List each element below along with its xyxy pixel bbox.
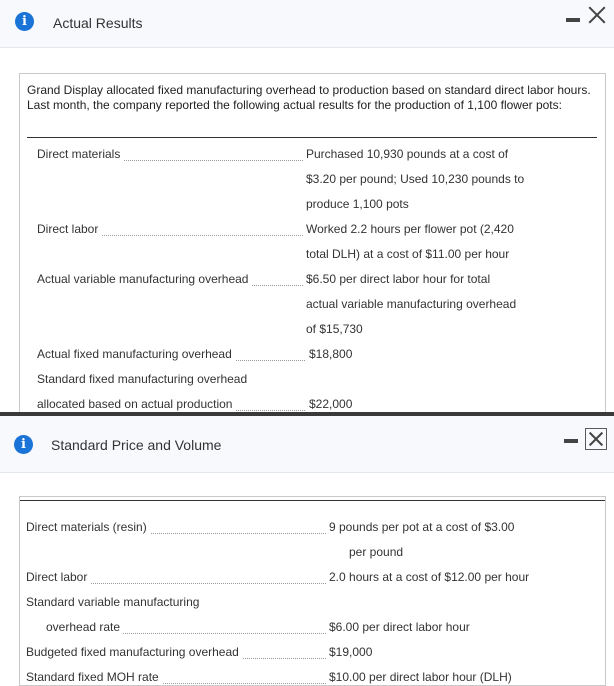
value-std-direct-labor: 2.0 hours at a cost of $12.00 per hour [326, 570, 529, 584]
minimize-button[interactable] [564, 439, 578, 443]
standard-price-volume-panel [19, 496, 606, 686]
value-direct-materials-1: Purchased 10,930 pounds at a cost of [303, 147, 508, 161]
label-direct-materials-resin: Direct materials (resin) [26, 520, 150, 534]
label-std-fixed-moh-rate: Standard fixed MOH rate [26, 670, 162, 684]
value-direct-materials-resin-1: 9 pounds per pot at a cost of $3.00 [326, 520, 514, 534]
label-actual-fixed-moh: Actual fixed manufacturing overhead [37, 347, 235, 361]
label-standard-fixed-moh-2: allocated based on actual production [37, 397, 235, 411]
label-direct-materials: Direct materials [37, 147, 123, 161]
label-std-direct-labor: Direct labor [26, 570, 90, 584]
standard-price-volume-dialog [0, 416, 614, 684]
dialog-title: Standard Price and Volume [51, 437, 222, 453]
label-actual-variable-moh: Actual variable manufacturing overhead [37, 272, 251, 286]
label-std-variable-moh-1: Standard variable manufacturing [26, 595, 202, 609]
close-button[interactable] [585, 428, 607, 450]
label-standard-fixed-moh-1: Standard fixed manufacturing overhead [37, 372, 250, 386]
value-actual-variable-moh-2: actual variable manufacturing overhead [303, 297, 516, 311]
value-actual-variable-moh-1: $6.50 per direct labor hour for total [303, 272, 490, 286]
standard-price-volume-titlebar [0, 416, 614, 473]
label-direct-labor: Direct labor [37, 222, 101, 236]
intro-text: Grand Display allocated fixed manufacturing overhead to production based on standard direct labor hours. Last month, the company reported the following actual results for the production of 1,100 flower pots: [27, 83, 591, 112]
label-budgeted-fixed-moh: Budgeted fixed manufacturing overhead [26, 645, 242, 659]
divider [27, 137, 597, 138]
value-budgeted-fixed-moh: $19,000 [326, 645, 372, 659]
value-actual-variable-moh-3: of $15,730 [303, 322, 363, 336]
value-direct-materials-3: produce 1,100 pots [303, 197, 409, 211]
value-direct-labor-2: total DLH) at a cost of $11.00 per hour [303, 247, 509, 261]
value-direct-materials-2: $3.20 per pound; Used 10,230 pounds to [303, 172, 524, 186]
info-icon: i [14, 435, 33, 454]
actual-results-titlebar [0, 0, 614, 48]
minimize-button[interactable] [566, 18, 580, 22]
value-std-fixed-moh-rate: $10.00 per direct labor hour (DLH) [326, 670, 512, 684]
info-icon: i [15, 12, 34, 31]
label-std-variable-moh-2: overhead rate [46, 620, 123, 634]
close-button[interactable] [586, 4, 608, 26]
value-actual-fixed-moh: $18,800 [306, 347, 352, 361]
value-direct-labor-1: Worked 2.2 hours per flower pot (2,420 [303, 222, 514, 236]
dialog-title: Actual Results [53, 15, 143, 31]
value-standard-fixed-moh: $22,000 [306, 397, 352, 411]
actual-results-panel [19, 73, 606, 418]
value-direct-materials-resin-2: per pound [346, 545, 403, 559]
divider [20, 500, 605, 501]
value-std-variable-moh: $6.00 per direct labor hour [326, 620, 470, 634]
